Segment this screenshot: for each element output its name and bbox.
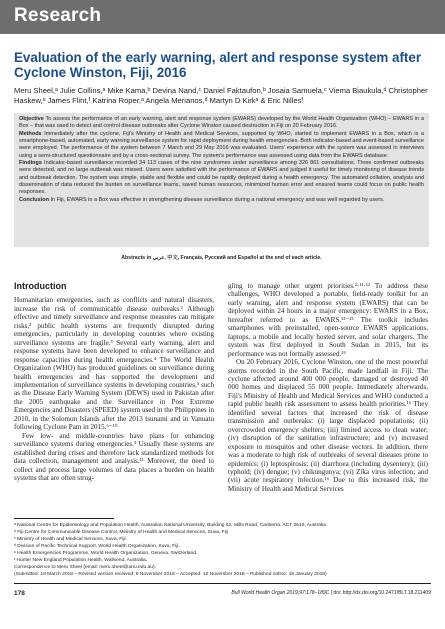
citation-text: Bull World Health Organ 2019;97:178–189C: [231, 590, 330, 596]
methods-text: Immediately after the cyclone, Fiji's Ministry of Health and Medical Services, supported by WHO, started to implement EWARS in a Box, which is a smartphone-based, automated, early warning surveillance system for rapid deployment during health emergencies. Both indicator-based and event-based surveillance were employed. The performance of the system between 7 March and 29 May 2016 was evaluated. Users' experience with the system was assessed in interviews using a semi-structured questionnaire and by a cross-sectional survey. The system's performance was assessed using data from the EWARS database.: [19, 130, 424, 159]
footnote: ᵈ Division of Pacific Technical Support, World Health Organization, Suva, Fiji.: [14, 544, 180, 549]
abstract-findings: [19, 160, 424, 197]
conclusion-text: In Fiji, EWARS in a Box was effective in strengthening disease surveillance during a national emergency and was well regarded by users.: [50, 196, 385, 203]
correspondence-note: Correspondence to Meru Sheel (email: meru.sheel@anu.edu.au).: [14, 565, 156, 570]
doi-text: | doi: http://dx.doi.org/10.2471/BLT.18.211409: [330, 590, 431, 596]
body-paragraph: Humanitarian emergencies, such as conflicts and natural disasters, increase the risk of communicable disease outbreaks.¹ Although effective and timely surveillance and response measures can mitigate risks,² public health systems are frequently disrupted during emergencies, particularly in developing countries where existing surveillance systems are fragile.³ Several early warning, alert and response systems have been developed to enhance surveillance and response capacities during health emergencies.⁴ The World Health Organization (WHO) has produced guidelines on surveillance during health emergencies and has supported the development and implementation of surveillance systems in developing countries,⁵ such as the Disease Early Warning System (DEWS) used in Pakistan after the 2005 earthquake and the Surveillance in Post Extreme Emergencies and Disasters (SPEED) system used in the Philippines in 2010, in the Solomon Islands after the 2013 tsunami and in Vanuatu following Cyclone Pam in 2015.⁶⁻¹⁰: [14, 296, 214, 432]
objective-text: To assess the performance of an early warning, alert and response system (EWARS) developed by the World Health Organization (WHO) – EWARS in a Box – that was used to detect and control disease outbreaks after Cyclone Winston caused destruction in Fiji on 20 February 2016.: [19, 116, 424, 130]
right-column: [228, 282, 428, 493]
submission-history: (Submitted: 18 March 2018 – Revised version received: 9 November 2018 – Accepted: 12 November 2018 – Published online: 18 January 2019): [14, 572, 327, 577]
abstract-methods: [19, 131, 424, 160]
findings-text: Indicator-based surveillance recorded 34 113 cases of the nine syndromes under surveillance among 326 861 consultations. Three confirmed outbreaks were detected, and no large outbreak was missed. Users were satisfied with the performance of EWARS and judged it useful for timely monitoring of disease trends and outbreak detection. The system was simple, stable and flexible and could be rapidly deployed during a health emergency. The automated collation, analysis and dissemination of data reduced the burden on surveillance teams, saved human resources, minimized human error and ensured teams could focus on public health responses.: [19, 160, 425, 196]
footnote-divider: [14, 518, 114, 519]
section-label: Research: [14, 5, 102, 26]
abstract-objective: [19, 116, 424, 131]
footnote: ᵇ Fiji Centre for Communicable Disease Control, Ministry of Health and Medical Services, Suva, Fiji.: [14, 530, 230, 535]
footnote: ᵉ Health Emergencies Programme, World Health Organization, Geneva, Switzerland.: [14, 551, 198, 556]
author-list: Meru Sheel,ᵃ Julie Collins,ᵃ Mike Kama,ᵇ Devina Nand,ᶜ Daniel Faktaufon,ᵇ Josaia Samuela,ᶜ Viema Biaukula,ᵈ Christopher Haskew,ᵉ James Flint,ᶠ Katrina Roper,ᵃ Angela Merianos,ᵈ Martyn D Kirkᵃ & Eric Nillesᶠ: [14, 86, 428, 106]
affiliations-footnotes: [14, 518, 434, 578]
abstract-conclusion: [19, 197, 424, 204]
objective-label: Objective: [19, 116, 44, 122]
conclusion-label: Conclusion: [19, 196, 49, 203]
article-title: Evaluation of the early warning, alert and response system after Cyclone Winston, Fiji, 2016: [14, 50, 422, 80]
introduction-heading: Introduction: [14, 281, 67, 291]
left-column: [14, 282, 214, 482]
methods-label: Methods: [19, 130, 42, 137]
abstract-languages-note: Abstracts in عربي, 中文, Français, Русский and Español at the end of each article.: [121, 255, 322, 261]
section-banner: [0, 0, 445, 34]
journal-citation: [100, 590, 431, 596]
page-number: 178: [14, 590, 25, 597]
footnote: ᶜ Ministry of Health and Medical Services, Suva, Fiji.: [14, 537, 127, 542]
footnote: ᶠ Hunter New England Population Health, Wallsend, Australia.: [14, 558, 148, 563]
body-paragraph: On 20 February 2016, Cyclone Winston, one of the most powerful storms recorded in the South Pacific, made landfall in Fiji. The cyclone affected around 400 000 people, damaged or destroyed 40 000 homes and displaced 55 000 people. Immediately afterwards, Fiji's Ministry of Health and Medical Services and WHO conducted a rapid public health risk assessment to assess health priorities.¹⁶ They identified several factors that increased the risk of disease transmission and outbreaks: (i) large displaced populations; (ii) overcrowded emergency shelters; (iii) limited access to clean water; (iv) disruption of the sanitation infrastructure; and (v) increased exposure to mosquitos and other disease vectors. In addition, there was a moderate to high risk of outbreaks of several diseases prone to epidemics: (i) leptospirosis; (ii) diarrhoea (including dysentery); (iii) typhoid; (iv) dengue; (v) chikungunya; (vi) Zika virus infection; and (vii) acute respiratory infection.¹⁶ Due to this increased risk, the Ministry of Health and Medical Services: [228, 358, 428, 493]
findings-label: Findings: [19, 160, 42, 167]
body-paragraph: gling to manage other urgent priorities.²·¹¹·¹² To address these challenges, WHO developed a portable, field-ready toolkit for an early warning, alert and response system (EWARS) that can be deployed within 24 hours in a major emergency: EWARS in a Box, hereafter referred to as EWARS.¹³⁻¹⁵ The toolkit includes smartphones with preinstalled, open-source EWARS applications, laptops, a mobile and locally hosted server, and solar chargers. The system was first deployed in South Sudan in 2015, but its performance was not formally assessed.¹⁵: [228, 282, 428, 358]
body-paragraph: Few low- and middle-countries have plans for enhancing surveillance systems during emergencies.³ Usually these systems are established during crises and therefore lack standardized methods for data collection, management and analysis.¹¹ Moreover, the need to collect and process large volumes of data places a burden on health systems that are often strug-: [14, 431, 214, 482]
abstract-box: [14, 113, 429, 247]
footnote: ᵃ National Centre for Epidemiology and Population Health, Australian National University, Building 62, Mills Road, Canberra, ACT 2610, Australia.: [14, 523, 328, 528]
footer-divider: [14, 583, 431, 584]
